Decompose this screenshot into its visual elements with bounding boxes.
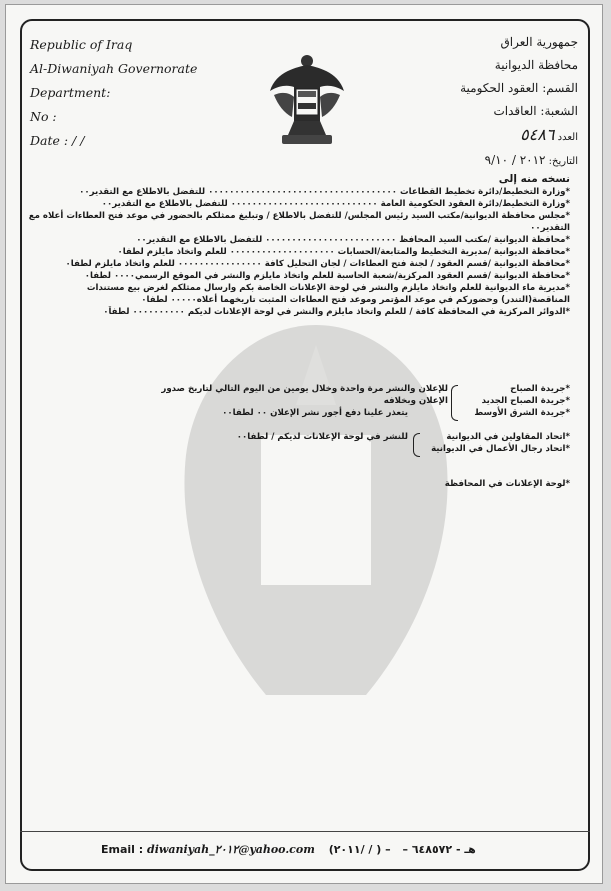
newspaper-item: *جريدة الصباح <box>510 384 570 394</box>
newspapers-note-2: يتعذر علينا دفع أجور نشر الإعلان ٠٠ لطفا٠٠ <box>222 408 408 418</box>
footer-date-field: (٢٠١١/ / ) – <box>328 843 391 856</box>
email-value: diwaniyah_٢٠١٢@yahoo.com <box>147 843 315 856</box>
list-item: *وزارة التخطيط/دائرة العقود الحكومية العامة ٠٠٠٠٠٠٠٠٠٠٠٠٠٠٠٠٠٠٠٠٠٠٠٠٠٠٠٠ للتفضل بالاطلاع مع التقدير٠٠ <box>101 199 570 209</box>
phone-number: هـ - ٦٤٨٥٧٢ – <box>402 843 476 856</box>
header-left <box>30 33 197 153</box>
list-item: *مديرية ماء الديوانية للعلم واتخاذ مايلزم والنشر في لوحة الإعلانات الخاصة بكم وارسال ممثلكم لغرض بيع مستندات المناقصة(التندر) وحضوركم في موعد المؤتمر وموعد فتح العطاءات المثبت تاريخهما أعلاه٠٠٠٠٠ لطفا٠ <box>86 283 570 305</box>
newspapers-note-1: للإعلان والنشر مرة واحدة وخلال يومين من اليوم التالي لتاريخ صدور الإعلان وبخلافه <box>161 384 448 406</box>
date-label-en: Date : / / <box>30 133 85 148</box>
governorate-ar: محافظة الديوانية <box>494 58 578 72</box>
department-label-en: Department: <box>30 85 111 100</box>
list-item: *محافظة الديوانية /قسم العقود / لجنة فتح العطاءات / لجان التحليل كافة ٠٠٠٠٠٠٠٠٠٠٠٠٠٠٠٠ للعلم واتخاذ مايلزم لطفا٠ <box>65 259 570 269</box>
no-label-en: No : <box>30 109 57 124</box>
number-value: ٥٤٨٦ <box>520 125 555 144</box>
list-item: *مجلس محافظة الديوانية/مكتب السيد رئيس المجلس/ للتفضل بالاطلاع / وتبليغ ممثلكم بالحضور في موعد فتح العطاءات أعلاه مع التقدير٠٠ <box>28 211 570 233</box>
newspapers-list <box>460 383 570 419</box>
list-item: *محافظة الديوانية /مديرية التخطيط والمتابعة/الحسابات ٠٠٠٠٠٠٠٠٠٠٠٠٠٠٠٠٠٠٠٠ للعلم واتخاذ مايلزم لطفا٠ <box>117 247 570 257</box>
union-item: *اتحاد المقاولين في الديوانية <box>446 432 570 442</box>
country-ar: جمهورية العراق <box>500 35 578 49</box>
governorate-en: Al-Diwaniyah Governorate <box>30 61 198 76</box>
number-label: العدد <box>557 132 578 143</box>
unions-list <box>420 431 570 455</box>
copy-to-heading: نسخه منه إلى <box>498 173 570 185</box>
document-page <box>5 4 603 884</box>
header-right <box>460 31 578 173</box>
union-item: *اتحاد رجال الأعمال في الديوانية <box>431 444 570 454</box>
date-label-ar: التاريخ: <box>548 156 578 167</box>
country-en: Republic of Iraq <box>30 37 133 52</box>
section-ar: الشعبة: العاقدات <box>493 104 578 118</box>
newspapers-note <box>148 383 448 419</box>
email-label: Email : <box>101 843 144 856</box>
newspaper-item: *جريدة الشرق الأوسط <box>474 408 570 418</box>
date-line <box>460 149 578 173</box>
watermark-emblem-icon <box>166 305 466 725</box>
footer-divider <box>20 831 590 832</box>
number-line <box>460 123 578 149</box>
brace <box>413 433 420 457</box>
list-item: *محافظة الديوانية /قسم العقود المركزية/شعبة الحاسبة للعلم واتخاذ مايلزم والنشر في الموقع الرسمي٠٠٠٠ لطفا٠ <box>84 271 570 281</box>
brace <box>451 385 458 421</box>
notice-board-item: *لوحة الإعلانات في المحافظة <box>444 479 570 489</box>
newspaper-item: *جريدة الصباح الجديد <box>481 396 570 406</box>
footer <box>101 843 476 856</box>
list-item: *الدوائر المركزية في المحافظة كافة / للعلم واتخاذ مايلزم والنشر في لوحة الإعلانات لديكم ٠٠٠٠٠٠٠٠٠٠ لطفاً٠ <box>103 307 570 317</box>
date-value-ar: ٢٠١٢ / ٩/١٠ <box>484 153 546 167</box>
list-item: *محافظة الديوانية /مكتب السيد المحافظ ٠٠٠٠٠٠٠٠٠٠٠٠٠٠٠٠٠٠٠٠٠٠٠٠٠ للتفضل بالاطلاع مع التقدير٠٠ <box>136 235 570 245</box>
department-ar: القسم: العقود الحكومية <box>460 81 578 95</box>
unions-note: للنشر في لوحة الإعلانات لديكم / لطفا٠٠ <box>236 432 408 442</box>
iraq-eagle-emblem-icon <box>268 51 346 147</box>
list-item: *وزارة التخطيط/دائرة تخطيط القطاعات ٠٠٠٠٠٠٠٠٠٠٠٠٠٠٠٠٠٠٠٠٠٠٠٠٠٠٠٠٠٠٠٠٠٠٠٠ للتفضل بالاطلاع مع التقدير٠٠ <box>79 187 570 197</box>
distribution-list <box>25 173 570 318</box>
